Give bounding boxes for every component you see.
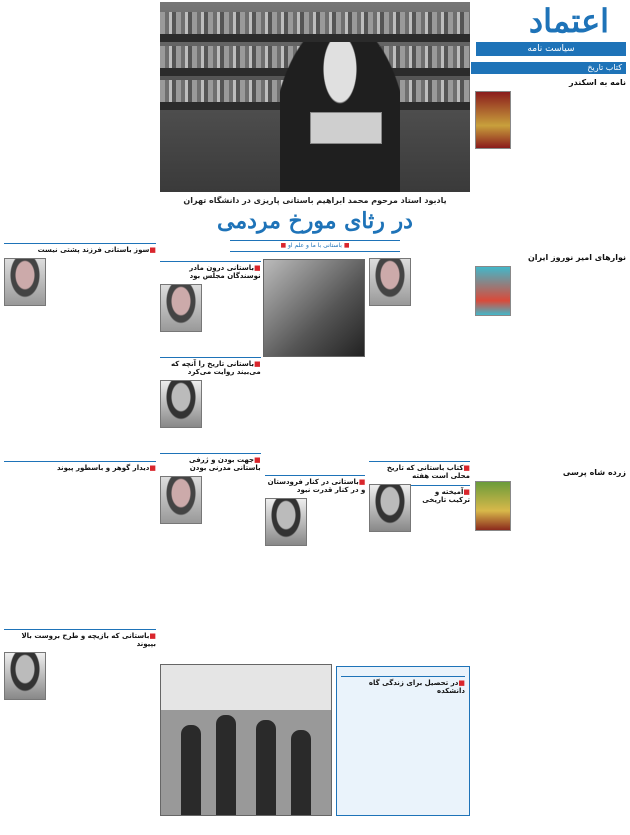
section-heading: ■ باستانی که بازیچه و طرح بروست بالا بپیوند [4,629,156,648]
article-body [311,496,366,556]
portrait-photo [4,652,46,700]
newspaper-logo: اعتماد [528,2,610,40]
article-body [206,282,261,352]
book-cover-image [475,266,511,316]
masthead [472,0,630,62]
headline-kicker: یادبود استاد مرحوم محمد ابراهیم باستانی پاریزی در دانشگاه تهران [183,196,447,205]
portrait-photo [369,484,411,532]
center-column [160,256,261,556]
portrait-photo [369,258,411,306]
article-body [511,264,626,464]
byline-bar [230,240,400,252]
right-column [471,62,626,816]
article-body [206,474,261,514]
red-square-icon: ■ [280,242,287,249]
open-book-image [310,112,382,144]
portrait-photo [160,380,202,428]
center-columns [160,256,470,816]
article-body [265,360,366,470]
article-body [4,2,156,238]
article-body [50,650,156,740]
headline: در رثای مورخ مردمی [217,208,413,234]
main-photo [160,2,470,192]
article-body [4,474,156,624]
section-title: سیاست نامه [476,42,626,56]
section-heading: ■ جهت بودن و ژرفی باستانی مدرنی بودن [160,453,261,472]
article-photo [263,259,366,357]
center-column [369,256,470,556]
section-heading: ■ در تحصیل برای زندگی گاه دانشکده [341,676,465,695]
column-header: کتاب تاریخ [471,62,626,74]
section-heading: ■ سوز باستانی فرزند پشتی نیست [4,243,156,254]
pull-quote-box [336,666,470,816]
article-body [511,479,626,639]
article-body [50,256,156,456]
left-column [4,2,156,816]
section-heading: ■ باستانی تاریخ را آنچه که می‌بیند روایت می‌کرد [160,357,261,376]
article-body [511,89,626,249]
portrait-photo [265,498,307,546]
section-heading: ■ باستانی درون مادر نوسندگان مجلس بود [160,261,261,280]
book-cover-image [475,91,511,149]
article-title: نامه به اسکندر [569,78,626,87]
book-cover-image [475,481,511,531]
byline-text: باستانی با ما و علم او [288,242,342,249]
portrait-photo [160,284,202,332]
portrait-photo [4,258,46,306]
section-heading: ■ دیدار گوهر و باسطور پیوند [4,461,156,472]
center-column [265,256,366,556]
article-body [415,256,470,456]
pull-quote-body [341,697,465,835]
red-square-icon: ■ [343,242,350,249]
article-title: نوارهای امیر نوروز ایران [527,253,626,262]
section-heading: ■ آمیخته و ترکیب تاریخی [369,485,470,504]
portrait-photo [160,476,202,524]
section-heading: ■ باستانی در کنار فرودستان و در کنار قدرت نبود [265,475,366,494]
article-body [206,378,261,448]
article-title: زرده شاه پرسی [562,468,626,477]
section-heading: ■ کتاب باستانی که تاریخ محلی است هفته [369,461,470,480]
group-photo [160,664,332,816]
